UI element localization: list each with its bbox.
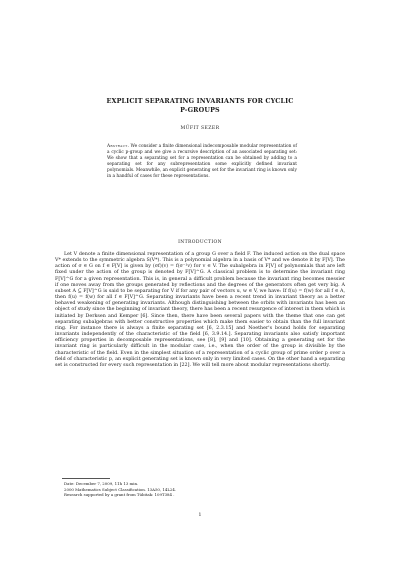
footnote-msc: 2000 Mathematics Subject Classification. 13A50, 14L24.	[64, 486, 177, 492]
introduction-paragraph: Let V denote a finite dimensional representation of a group G over a field F. The induced action on the dual space V* extends to the symmetric algebra S(V*). This is a polynomial algebra in a basis of V* and we denote it by F[V]. The action of σ ∈ G on f ∈ F[V] is given by (σf)(v) = f(σ⁻¹v) for v ∈ V. The subalgebra in F[V] of polynomials that are left fixed under the action of the group is denoted by F[V]^G. A classical problem is to determine the invariant ring F[V]^G for a given representation. This is, in general a difficult problem because the invariant ring becomes messier if one moves away from the groups generated by reflections and the degrees of the generators often get very big. A subset A ⊆ F[V]^G is said to be separating for V if for any pair of vectors u, w ∈ V, we have: If f(u) = f(w) for all f ∈ A, then f(u) = f(w) for all f ∈ F[V]^G. Separating invariants have been a recent trend in invariant theory as a better behaved weakening of generating invariants. Although distinguishing between the orbits with invariants has been an object of study since the beginning of invariant theory, there has been a recent resurgence of interest in them which is initiated by Derksen and Kemper [6]. Since then, there have been several papers with the theme that one can get separating subalgebras with better constructive properties which make them easier to obtain than the full invariant ring. For instance there is always a finite separating set [6, 2.3.15] and Noether's bound holds for separating invariants independently of the characteristic of the field [6, 3.9.14.]. Separating invariants also satisfy important efficiency properties in decomposable representations, see [8], [9] and [10]. Obtaining a generating set for the invariant ring is particularly difficult in the modular case, i.e., when the order of the group is divisible by the characteristic of the field. Even in the simplest situation of a representation of a cyclic group of prime order p over a field of characteristic p, an explicit generating set is known only in very limited cases. On the other hand a separating set is constructed for every such representation in [22]. We will tell more about modular representations shortly.	[55, 252, 345, 368]
author-name: MÜFIT SEZER	[180, 126, 220, 131]
footnote-date: Date: December 7, 2009, 11h 13 min.	[64, 481, 139, 486]
title-line-1: EXPLICIT SEPARATING INVARIANTS FOR CYCLIC	[106, 97, 294, 105]
abstract-text: We consider a finite dimensional indecomposable modular representation of a cyclic p-group and we give a recursive description of an associated separating set: We show that a separating set for a representation can be obtained by adding to a separating set for any subrepresentation some explicitly defined invariant polynomials. Meanwhile, an explicit generating set for the invariant ring is known only in a handful of cases for these representations.	[107, 144, 297, 179]
title-line-2: P-GROUPS	[180, 106, 220, 114]
section-heading: INTRODUCTION	[178, 240, 222, 245]
footnotes	[64, 481, 344, 498]
body-text	[55, 252, 345, 369]
footnote-rule	[62, 478, 110, 479]
footnote-grant: Research supported by a grant from Tübitak: 109T384 .	[64, 492, 175, 498]
paper-title	[60, 97, 340, 115]
abstract-label: Abstract.	[107, 144, 130, 149]
abstract	[107, 144, 297, 180]
page-number: 1	[198, 513, 202, 518]
